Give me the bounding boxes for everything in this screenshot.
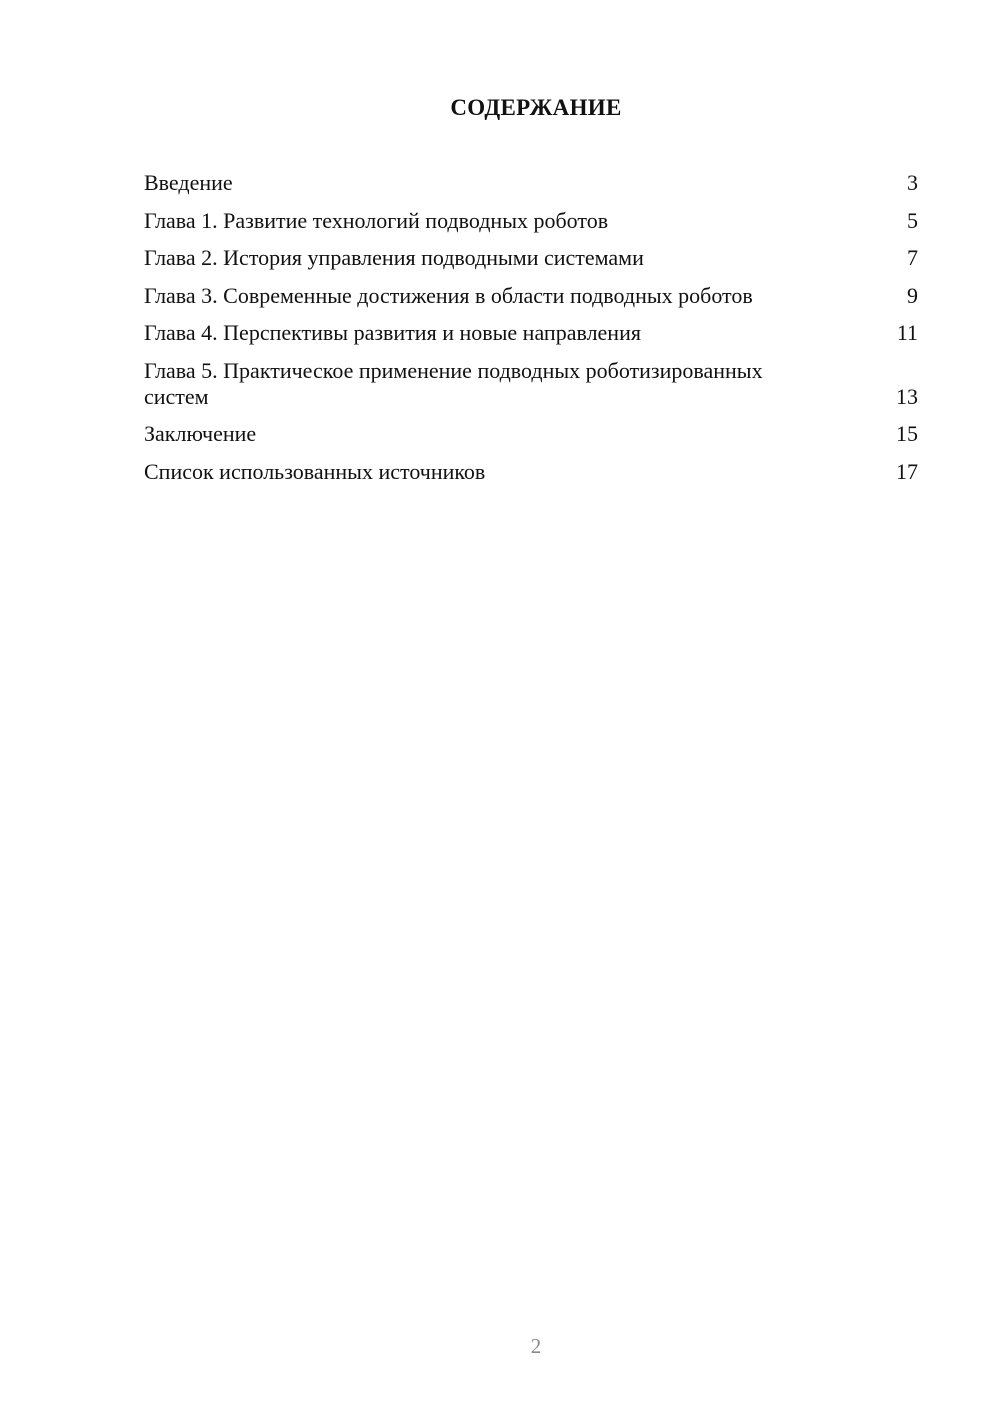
toc-entry-text: Введение <box>144 170 233 195</box>
toc-entry <box>144 459 918 485</box>
toc-entry-text: Глава 1. Развитие технологий подводных роботов <box>144 207 609 233</box>
table-of-contents <box>144 170 918 496</box>
toc-entry-page: 9 <box>907 282 918 308</box>
toc-title: СОДЕРЖАНИЕ <box>450 95 622 120</box>
toc-entry <box>144 208 918 234</box>
page-number: 2 <box>530 1334 542 1358</box>
toc-entry <box>144 245 918 271</box>
toc-entry <box>144 170 918 196</box>
toc-entry-text: Глава 4. Перспективы развития и новые направления <box>144 320 641 345</box>
toc-entry-text: Глава 3. Современные достижения в области подводных роботов <box>144 282 753 308</box>
toc-entry-text: Глава 2. История управления подводными системами <box>144 245 644 270</box>
toc-entry-text: Глава 5. Практическое применение подводных роботизированных систем <box>144 357 763 409</box>
toc-entry-page: 5 <box>907 207 918 233</box>
toc-entry <box>144 320 918 346</box>
toc-entry-page: 17 <box>896 458 918 484</box>
toc-entry-page: 7 <box>907 245 918 270</box>
toc-entry-page: 11 <box>896 320 918 345</box>
toc-entry-page: 13 <box>896 383 918 409</box>
toc-entry <box>144 358 918 410</box>
toc-entry-page: 15 <box>896 421 918 446</box>
toc-entry-text: Заключение <box>144 421 257 446</box>
toc-entry <box>144 283 918 309</box>
toc-entry-page: 3 <box>907 170 918 195</box>
toc-entry-text: Список использованных источников <box>144 458 486 484</box>
toc-entry <box>144 421 918 447</box>
